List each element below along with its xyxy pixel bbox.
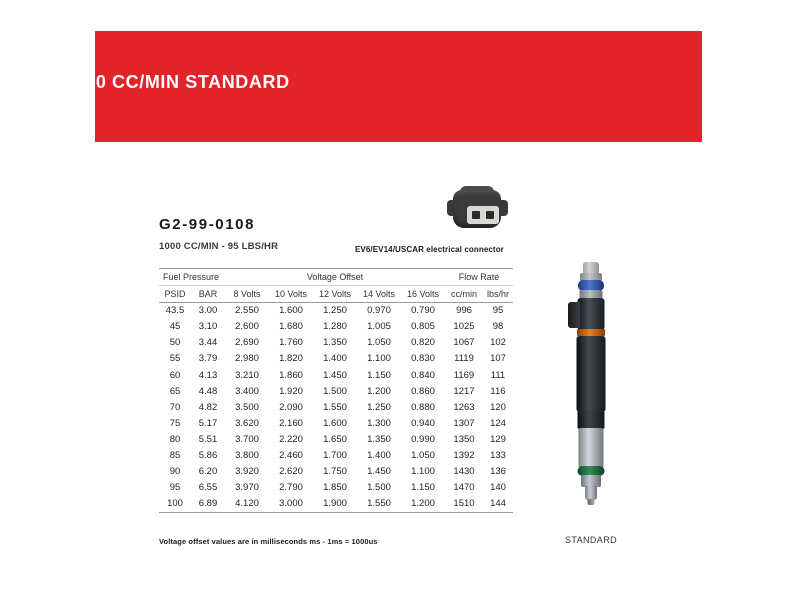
- cell-psid: 75: [169, 417, 181, 429]
- cell-psid: 65: [169, 385, 181, 397]
- injector-connector-tab: [568, 302, 580, 328]
- cell-12v: 1.400: [323, 353, 347, 365]
- cell-10v: 1.920: [279, 385, 303, 397]
- cell-12v: 1.700: [323, 450, 347, 462]
- cell-psid: 43.5: [165, 305, 185, 317]
- cell-10v: 1.760: [279, 337, 303, 349]
- cell-12v: 1.600: [323, 417, 347, 429]
- cell-16v: 0.840: [411, 369, 435, 381]
- table-row: [159, 432, 513, 448]
- cell-lbshr: 133: [490, 450, 506, 462]
- cell-lbshr: 136: [490, 466, 506, 478]
- cell-14v: 1.450: [367, 466, 391, 478]
- table-row: [159, 384, 513, 400]
- cell-12v: 1.850: [323, 482, 347, 494]
- cell-ccmin: 996: [456, 305, 472, 317]
- column-header-lbshr: lbs/hr: [483, 286, 513, 303]
- cell-lbshr: 111: [490, 369, 506, 381]
- cell-bar: 5.51: [198, 433, 218, 445]
- cell-psid: 60: [169, 369, 181, 381]
- cell-psid: 70: [169, 401, 181, 413]
- injector-nozzle: [585, 486, 597, 500]
- cell-ccmin: 1510: [445, 496, 483, 513]
- cell-12v: 1.280: [323, 321, 347, 333]
- cell-8v: 4.120: [225, 496, 269, 513]
- cell-14v: 1.550: [357, 496, 401, 513]
- cell-ccmin: 1263: [453, 401, 475, 413]
- table-row: [159, 464, 513, 480]
- cell-ccmin: 1067: [453, 337, 475, 349]
- cell-psid: 100: [159, 496, 191, 513]
- cell-lbshr: 124: [490, 417, 506, 429]
- cell-8v: 2.690: [235, 337, 259, 349]
- table-row: [159, 351, 513, 367]
- cell-10v: 2.460: [279, 450, 303, 462]
- cell-lbshr: 95: [492, 305, 504, 317]
- cell-bar: 6.55: [198, 482, 218, 494]
- cell-psid: 95: [169, 482, 181, 494]
- cell-14v: 1.050: [367, 337, 391, 349]
- cell-lbshr: 102: [490, 337, 506, 349]
- spec-table-container: [159, 268, 513, 513]
- cell-lbshr: 107: [490, 353, 506, 365]
- connector-caption: EV6/EV14/USCAR electrical connector: [355, 245, 504, 254]
- page-title: 1000 CC/MIN STANDARD: [64, 72, 290, 92]
- injector-body-lower: [578, 411, 605, 429]
- cell-10v: 1.600: [279, 305, 303, 317]
- cell-lbshr: 144: [483, 496, 513, 513]
- cell-bar: 6.20: [198, 466, 218, 478]
- electrical-connector-icon: [447, 186, 509, 234]
- cell-12v: 1.550: [323, 401, 347, 413]
- cell-lbshr: 129: [490, 433, 506, 445]
- column-header-16-volts: 16 Volts: [401, 286, 445, 303]
- cell-14v: 1.250: [367, 401, 391, 413]
- spec-table: [159, 268, 513, 513]
- table-header-row: [159, 286, 513, 303]
- cell-ccmin: 1430: [453, 466, 475, 478]
- cell-12v: 1.450: [323, 369, 347, 381]
- table-row: [159, 400, 513, 416]
- injector-body-main: [577, 336, 606, 412]
- cell-lbshr: 120: [490, 401, 506, 413]
- connector-pin-left: [472, 211, 480, 219]
- column-header-10-volts: 10 Volts: [269, 286, 313, 303]
- column-header-8-volts: 8 Volts: [225, 286, 269, 303]
- cell-ccmin: 1169: [453, 369, 475, 381]
- cell-14v: 1.300: [367, 417, 391, 429]
- cell-8v: 3.920: [235, 466, 259, 478]
- cell-8v: 3.970: [235, 482, 259, 494]
- injector-metal-body: [579, 428, 604, 468]
- cell-bar: 5.17: [198, 417, 218, 429]
- cell-16v: 0.940: [411, 417, 435, 429]
- cell-bar: 6.89: [191, 496, 225, 513]
- connector-face: [467, 206, 499, 224]
- cell-bar: 3.79: [198, 353, 218, 365]
- cell-10v: 2.790: [279, 482, 303, 494]
- cell-10v: 1.860: [279, 369, 303, 381]
- cell-16v: 1.200: [401, 496, 445, 513]
- cell-10v: 3.000: [269, 496, 313, 513]
- connector-body: [453, 190, 501, 228]
- column-header-bar: BAR: [191, 286, 225, 303]
- cell-10v: 1.820: [279, 353, 303, 365]
- cell-14v: 1.200: [367, 385, 391, 397]
- cell-lbshr: 140: [490, 482, 506, 494]
- cell-ccmin: 1119: [454, 353, 474, 365]
- table-row: [159, 496, 513, 513]
- table-footnote: Voltage offset values are in milliseconds ms - 1ms = 1000us: [159, 537, 378, 546]
- injector-caption: STANDARD: [564, 535, 618, 545]
- column-header-psid: PSID: [159, 286, 191, 303]
- cell-12v: 1.350: [323, 337, 347, 349]
- cell-12v: 1.750: [323, 466, 347, 478]
- cell-12v: 1.650: [323, 433, 347, 445]
- cell-16v: 1.150: [411, 482, 435, 494]
- group-header-fuel-pressure: Fuel Pressure: [159, 269, 225, 286]
- cell-12v: 1.250: [323, 305, 347, 317]
- spec-table-body: [159, 303, 513, 513]
- cell-16v: 0.860: [411, 385, 435, 397]
- part-number: G2-99-0108: [159, 216, 256, 233]
- cell-psid: 50: [169, 337, 181, 349]
- part-subtitle: 1000 CC/MIN - 95 LBS/HR: [159, 241, 279, 252]
- cell-psid: 90: [169, 466, 181, 478]
- group-header-voltage-offset: Voltage Offset: [225, 269, 445, 286]
- cell-ccmin: 1392: [453, 450, 475, 462]
- cell-10v: 2.090: [279, 401, 303, 413]
- injector-nozzle-tip: [588, 499, 595, 505]
- table-group-header-row: [159, 269, 513, 286]
- cell-8v: 3.500: [235, 401, 259, 413]
- cell-16v: 0.790: [411, 305, 435, 317]
- cell-bar: 3.10: [198, 321, 218, 333]
- table-row: [159, 368, 513, 384]
- table-row: [159, 303, 513, 320]
- cell-10v: 2.620: [279, 466, 303, 478]
- cell-psid: 45: [169, 321, 181, 333]
- cell-8v: 3.210: [235, 369, 259, 381]
- cell-bar: 4.82: [198, 401, 218, 413]
- column-header-14-volts: 14 Volts: [357, 286, 401, 303]
- table-row: [159, 416, 513, 432]
- cell-ccmin: 1217: [453, 385, 475, 397]
- injector-body-upper: [578, 298, 605, 330]
- cell-bar: 3.00: [198, 305, 218, 317]
- cell-bar: 3.44: [198, 337, 218, 349]
- cell-ccmin: 1307: [453, 417, 475, 429]
- cell-16v: 1.050: [411, 450, 435, 462]
- cell-8v: 2.980: [235, 353, 259, 365]
- cell-16v: 0.880: [411, 401, 435, 413]
- cell-10v: 1.680: [279, 321, 303, 333]
- cell-12v: 1.500: [323, 385, 347, 397]
- cell-16v: 0.820: [411, 337, 435, 349]
- table-row: [159, 448, 513, 464]
- cell-ccmin: 1025: [453, 321, 475, 333]
- cell-16v: 1.100: [411, 466, 435, 478]
- column-header-ccmin: cc/min: [445, 286, 483, 303]
- cell-14v: 0.970: [367, 305, 391, 317]
- cell-lbshr: 116: [490, 385, 506, 397]
- cell-bar: 5.86: [198, 450, 218, 462]
- cell-8v: 3.620: [235, 417, 259, 429]
- cell-14v: 1.400: [367, 450, 391, 462]
- cell-psid: 80: [169, 433, 181, 445]
- group-header-flow-rate: Flow Rate: [445, 269, 513, 286]
- cell-lbshr: 98: [492, 321, 504, 333]
- cell-16v: 0.805: [411, 321, 435, 333]
- cell-ccmin: 1350: [453, 433, 475, 445]
- injector-image: [556, 262, 626, 530]
- cell-8v: 2.550: [235, 305, 259, 317]
- injector-orange-band: [577, 329, 605, 336]
- cell-bar: 4.13: [198, 369, 218, 381]
- cell-8v: 3.400: [235, 385, 259, 397]
- connector-pin-right: [486, 211, 494, 219]
- table-row: [159, 319, 513, 335]
- cell-16v: 0.990: [411, 433, 435, 445]
- table-row: [159, 480, 513, 496]
- cell-14v: 1.005: [367, 321, 391, 333]
- cell-ccmin: 1470: [453, 482, 475, 494]
- cell-bar: 4.48: [198, 385, 218, 397]
- cell-10v: 2.220: [279, 433, 303, 445]
- cell-14v: 1.350: [367, 433, 391, 445]
- cell-10v: 2.160: [279, 417, 303, 429]
- cell-14v: 1.500: [367, 482, 391, 494]
- cell-8v: 3.700: [235, 433, 259, 445]
- cell-14v: 1.150: [367, 369, 391, 381]
- cell-8v: 3.800: [235, 450, 259, 462]
- cell-psid: 55: [169, 353, 181, 365]
- cell-12v: 1.900: [313, 496, 357, 513]
- cell-14v: 1.100: [367, 353, 391, 365]
- table-row: [159, 335, 513, 351]
- cell-psid: 85: [169, 450, 181, 462]
- column-header-12-volts: 12 Volts: [313, 286, 357, 303]
- cell-16v: 0.830: [411, 353, 435, 365]
- cell-8v: 2.600: [235, 321, 259, 333]
